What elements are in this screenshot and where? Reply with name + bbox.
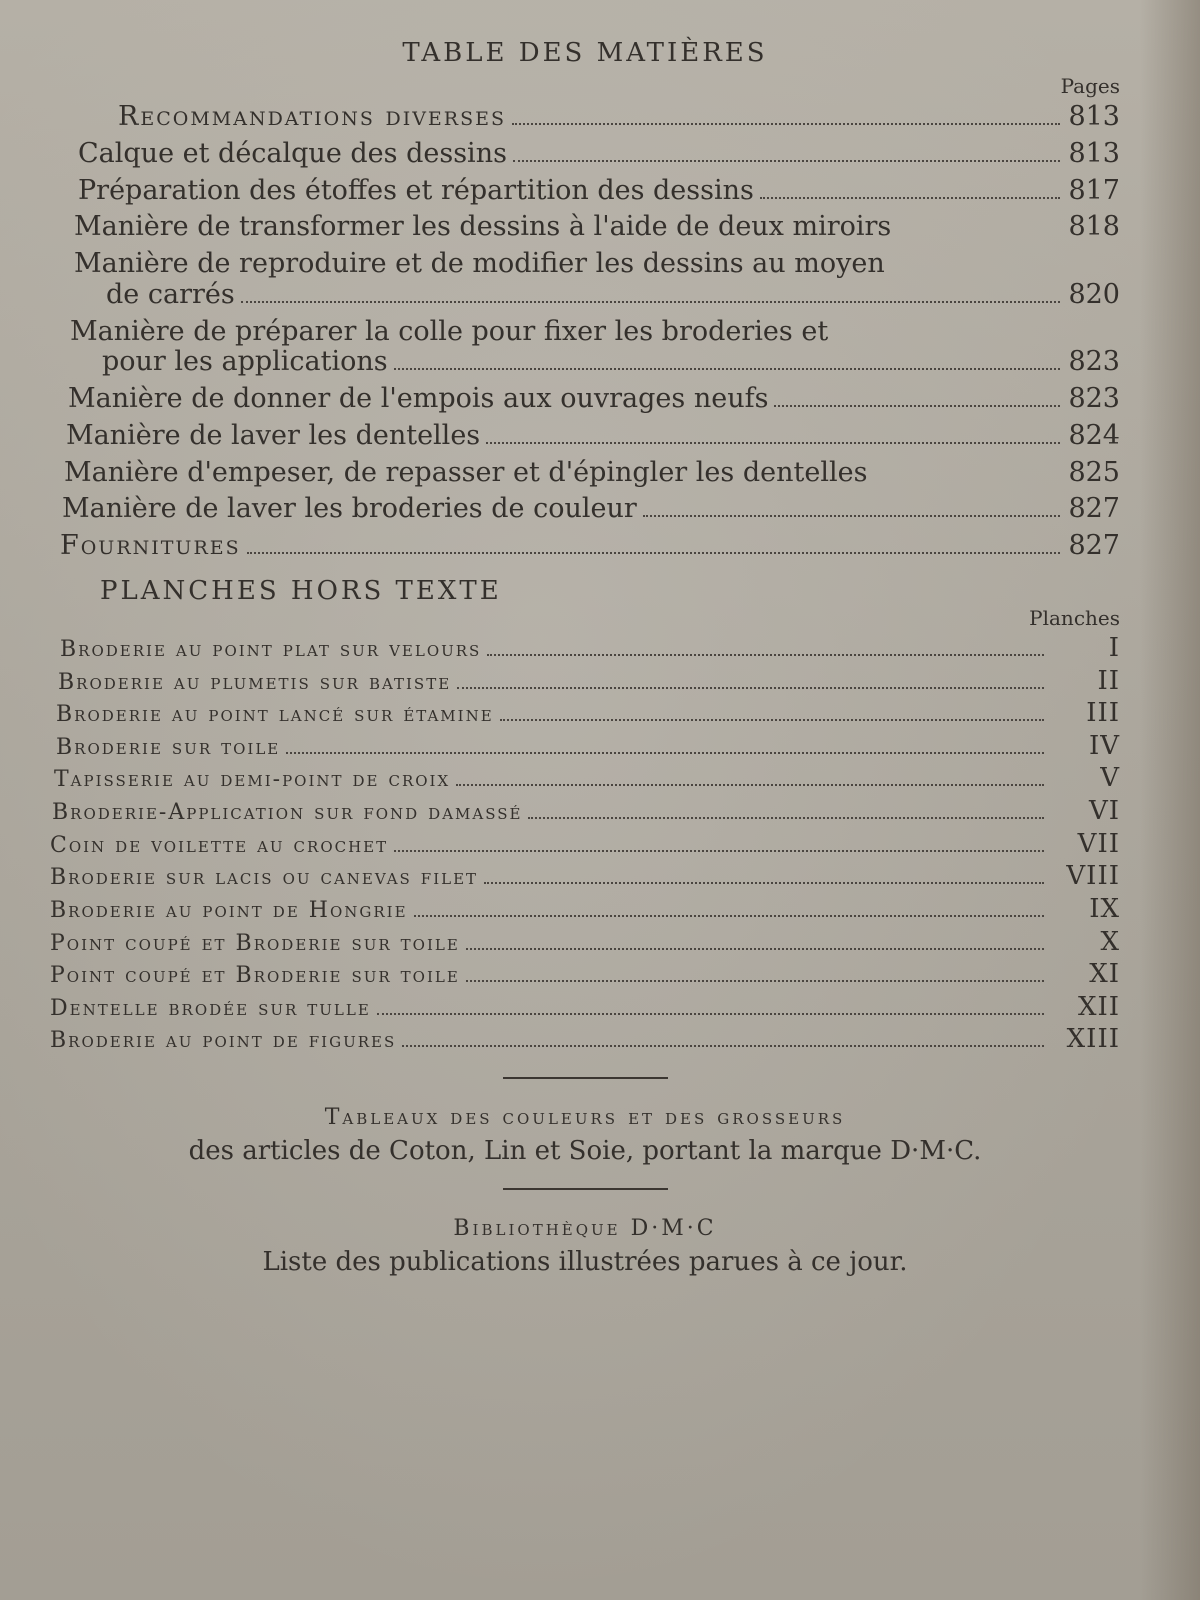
plate-number: I [1108,632,1120,663]
plate-number: IV [1088,730,1120,761]
dot-leader [394,850,1044,852]
plate-number: V [1100,763,1120,794]
color-tables-title: Tableaux des couleurs et des grosseurs [324,1105,846,1131]
plate-number: XIII [1066,1024,1120,1055]
dot-leader [487,654,1044,656]
plate-entry [50,699,1120,729]
dot-leader [486,442,1060,444]
plate-number: VIII [1066,861,1120,892]
plates-list [50,634,1120,1055]
divider-rule [503,1077,668,1079]
plate-number: III [1086,698,1120,729]
plate-label: Broderie au plumetis sur batiste [58,669,452,695]
entry-page: 823 [1068,383,1120,415]
dot-leader [402,1045,1044,1047]
toc-entry [50,102,1120,133]
entry-label-line1: Manière de reproduire et de modifier les dessins au moyen [74,248,885,280]
entry-page: 813 [1068,137,1120,169]
toc-entry [50,384,1120,415]
plate-entry [50,928,1120,958]
library-note [50,1216,1120,1277]
plate-label: Broderie-Application sur fond damassé [52,800,523,826]
plate-number: XI [1089,959,1120,990]
plate-label: Broderie au point de Hongrie [50,897,408,923]
entry-label-line2: pour les applications [102,346,388,378]
entry-page: 820 [1068,278,1120,310]
contents-list [50,102,1120,562]
entry-page: 817 [1068,174,1120,206]
dot-leader [760,197,1060,199]
plate-entry [50,797,1120,827]
dot-leader [466,980,1044,982]
plate-label: Broderie au point plat sur velours [60,636,482,662]
divider-rule [503,1188,668,1190]
plate-entry [50,1025,1120,1055]
entry-page: 818 [1068,211,1120,243]
entry-label: Manière de transformer les dessins à l'aide de deux miroirs [74,211,892,243]
plate-number: II [1097,665,1120,696]
dot-leader [897,233,1060,235]
plate-label: Point coupé et Broderie sur toile [50,930,460,956]
plate-entry [50,830,1120,860]
plate-label: Broderie sur lacis ou canevas filet [50,865,479,891]
dot-leader [466,948,1044,950]
dot-leader [456,784,1044,786]
plate-entry [50,732,1120,762]
toc-entry [50,249,1120,311]
plate-label: Broderie au point de figures [50,1028,397,1054]
entry-label: Manière de laver les broderies de couleur [62,493,637,525]
plate-entry [50,634,1120,664]
entry-label: Manière d'empeser, de repasser et d'épingler les dentelles [64,456,868,488]
plate-entry [50,667,1120,697]
dot-leader [394,368,1060,370]
plate-label: Tapisserie au demi-point de croix [54,767,451,793]
dot-leader [247,552,1060,554]
entry-label: Manière de donner de l'empois aux ouvrages neufs [68,383,769,415]
plate-entry [50,993,1120,1023]
pages-column-label: Pages [1060,74,1120,98]
plates-section-title: PLANCHES HORS TEXTE [100,575,502,606]
plate-entry [50,862,1120,892]
plates-column-label: Planches [1029,605,1120,630]
entry-label-line2: de carrés [106,278,235,310]
toc-entry [50,531,1120,562]
color-tables-subtitle: des articles de Coton, Lin et Soie, portant la marque D·M·C. [188,1136,982,1167]
dot-leader [414,915,1044,917]
toc-entry [50,176,1120,207]
plate-label: Point coupé et Broderie sur toile [50,963,460,989]
plate-label: Broderie au point lancé sur étamine [56,702,494,728]
plate-label: Dentelle brodée sur tulle [50,995,371,1021]
toc-entry [50,421,1120,452]
color-tables-note [50,1105,1120,1166]
entry-page: 825 [1068,456,1120,488]
plate-label: Broderie sur toile [56,734,281,760]
plate-number: IX [1089,893,1120,924]
toc-entry [50,212,1120,243]
dot-leader [643,515,1060,517]
entry-page: 827 [1068,530,1120,562]
plate-number: XII [1077,991,1120,1022]
dot-leader [484,882,1044,884]
page-title: TABLE DES MATIÈRES [402,38,768,68]
plate-entry [50,960,1120,990]
entry-page: 824 [1068,419,1120,451]
dot-leader [286,752,1044,754]
dot-leader [500,719,1044,721]
library-subtitle: Liste des publications illustrées parues à ce jour. [262,1247,908,1278]
dot-leader [873,479,1060,481]
plate-number: VI [1088,796,1120,827]
plate-number: X [1100,926,1120,957]
dot-leader [774,405,1060,407]
library-title: Bibliothèque D·M·C [453,1216,717,1242]
dot-leader [513,160,1060,162]
entry-page: 823 [1068,346,1120,378]
entry-label: Manière de laver les dentelles [66,419,481,451]
entry-label-line1: Manière de préparer la colle pour fixer les broderies et [70,315,829,347]
entry-label: Fournitures [60,530,241,562]
dot-leader [457,687,1044,689]
entry-page: 827 [1068,493,1120,525]
toc-entry [50,458,1120,489]
entry-label: Calque et décalque des dessins [78,137,507,169]
dot-leader [512,123,1060,125]
toc-entry [50,494,1120,525]
toc-entry [50,317,1120,379]
dot-leader [377,1013,1044,1015]
entry-label: Recommandations diverses [118,101,506,132]
plate-entry [50,764,1120,794]
plate-number: VII [1077,828,1120,859]
toc-entry [50,139,1120,170]
entry-label: Préparation des étoffes et répartition des dessins [78,174,754,206]
entry-page: 813 [1068,101,1120,132]
dot-leader [528,817,1044,819]
plate-label: Coin de voilette au crochet [50,832,389,858]
dot-leader [241,301,1060,303]
plate-entry [50,895,1120,925]
